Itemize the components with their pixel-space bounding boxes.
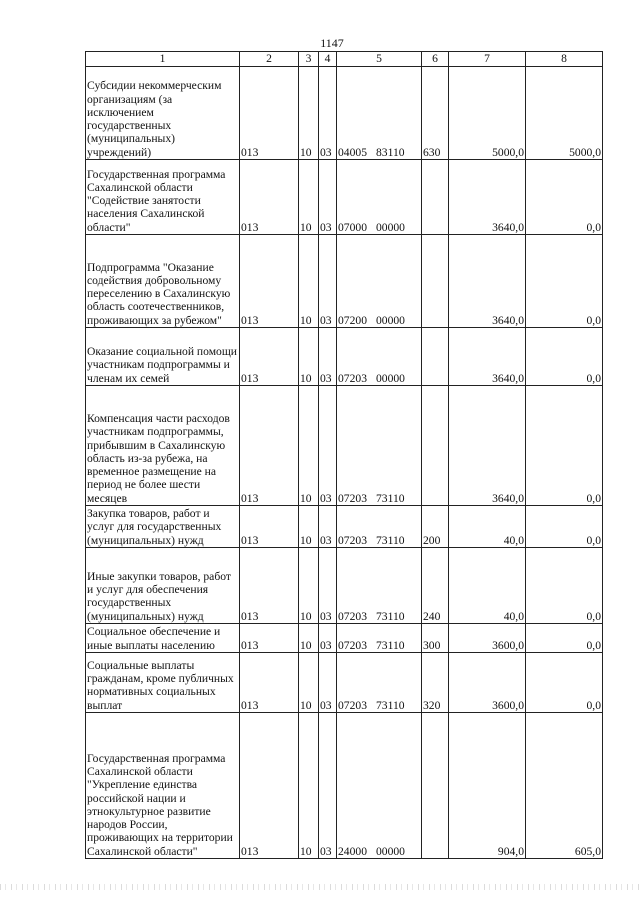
row-name: Государственная программа Сахалинской области "Содействие занятости населения Сахалинской области" xyxy=(86,160,240,235)
amount-1: 3640,0 xyxy=(449,235,526,328)
target-article-code xyxy=(337,328,422,386)
table-row xyxy=(86,328,603,386)
section-code: 10 xyxy=(299,160,319,235)
target-article-program: 07203 xyxy=(338,638,367,652)
expense-type-code: 200 xyxy=(422,506,449,548)
row-name: Социальные выплаты гражданам, кроме публичных нормативных социальных выплат xyxy=(86,653,240,713)
target-article-direction: 83110 xyxy=(375,145,405,159)
section-code: 10 xyxy=(299,235,319,328)
amount-2: 0,0 xyxy=(526,653,603,713)
table-row xyxy=(86,160,603,235)
expense-type-code xyxy=(422,386,449,506)
expense-type-code: 240 xyxy=(422,548,449,624)
ved-code: 013 xyxy=(240,328,299,386)
budget-table xyxy=(85,51,603,859)
section-code: 10 xyxy=(299,713,319,859)
table-row xyxy=(86,67,603,160)
column-header: 1 xyxy=(86,52,240,67)
target-article-program: 07203 xyxy=(338,491,367,505)
ved-code: 013 xyxy=(240,713,299,859)
target-article-direction: 73110 xyxy=(375,698,405,712)
subsection-code: 03 xyxy=(319,328,337,386)
expense-type-code: 300 xyxy=(422,624,449,653)
row-name: Государственная программа Сахалинской области "Укрепление единства российской нации и этнокультурное развитие народов России, проживающих на территории Сахалинской области" xyxy=(86,713,240,859)
column-header: 2 xyxy=(240,52,299,67)
column-header: 3 xyxy=(299,52,319,67)
section-code: 10 xyxy=(299,328,319,386)
table-row xyxy=(86,624,603,653)
ved-code: 013 xyxy=(240,67,299,160)
target-article-code xyxy=(337,67,422,160)
table-row xyxy=(86,713,603,859)
column-header: 5 xyxy=(337,52,422,67)
amount-1: 5000,0 xyxy=(449,67,526,160)
target-article-program: 07203 xyxy=(338,533,367,547)
row-name: Иные закупки товаров, работ и услуг для обеспечения государственных (муниципальных) нужд xyxy=(86,548,240,624)
table-row xyxy=(86,653,603,713)
section-code: 10 xyxy=(299,624,319,653)
ved-code: 013 xyxy=(240,235,299,328)
row-name: Субсидии некоммерческим организациям (за исключением государственных (муниципальных) учреждений) xyxy=(86,67,240,160)
subsection-code: 03 xyxy=(319,653,337,713)
target-article-program: 24000 xyxy=(338,844,367,858)
column-header-row xyxy=(86,52,603,67)
subsection-code: 03 xyxy=(319,67,337,160)
amount-1: 3640,0 xyxy=(449,386,526,506)
target-article-code xyxy=(337,653,422,713)
column-header: 8 xyxy=(526,52,603,67)
row-name: Компенсация части расходов участникам подпрограммы, прибывшим в Сахалинскую область из-за рубежа, на временное размещение на период не более шести месяцев xyxy=(86,386,240,506)
target-article-direction: 73110 xyxy=(375,609,405,623)
amount-2: 0,0 xyxy=(526,548,603,624)
section-code: 10 xyxy=(299,67,319,160)
target-article-code xyxy=(337,624,422,653)
ved-code: 013 xyxy=(240,506,299,548)
expense-type-code xyxy=(422,328,449,386)
target-article-direction: 73110 xyxy=(375,638,405,652)
target-article-direction: 00000 xyxy=(375,220,405,234)
ved-code: 013 xyxy=(240,653,299,713)
amount-2: 5000,0 xyxy=(526,67,603,160)
amount-2: 0,0 xyxy=(526,235,603,328)
amount-2: 0,0 xyxy=(526,386,603,506)
amount-1: 3640,0 xyxy=(449,160,526,235)
amount-2: 0,0 xyxy=(526,506,603,548)
subsection-code: 03 xyxy=(319,160,337,235)
target-article-program: 07203 xyxy=(338,371,367,385)
subsection-code: 03 xyxy=(319,506,337,548)
amount-1: 40,0 xyxy=(449,548,526,624)
ved-code: 013 xyxy=(240,160,299,235)
amount-2: 0,0 xyxy=(526,624,603,653)
target-article-code xyxy=(337,506,422,548)
amount-1: 3600,0 xyxy=(449,653,526,713)
ved-code: 013 xyxy=(240,548,299,624)
target-article-code xyxy=(337,386,422,506)
scan-noise xyxy=(0,884,640,890)
ved-code: 013 xyxy=(240,386,299,506)
expense-type-code xyxy=(422,713,449,859)
row-name: Оказание социальной помощи участникам подпрограммы и членам их семей xyxy=(86,328,240,386)
target-article-program: 07203 xyxy=(338,609,367,623)
section-code: 10 xyxy=(299,548,319,624)
table-row xyxy=(86,386,603,506)
subsection-code: 03 xyxy=(319,235,337,328)
expense-type-code: 320 xyxy=(422,653,449,713)
column-header: 6 xyxy=(422,52,449,67)
amount-2: 605,0 xyxy=(526,713,603,859)
target-article-direction: 73110 xyxy=(375,491,405,505)
subsection-code: 03 xyxy=(319,624,337,653)
row-name: Социальное обеспечение и иные выплаты населению xyxy=(86,624,240,653)
expense-type-code: 630 xyxy=(422,67,449,160)
target-article-direction: 00000 xyxy=(375,371,405,385)
section-code: 10 xyxy=(299,653,319,713)
subsection-code: 03 xyxy=(319,386,337,506)
target-article-code xyxy=(337,160,422,235)
amount-1: 904,0 xyxy=(449,713,526,859)
section-code: 10 xyxy=(299,386,319,506)
target-article-code xyxy=(337,548,422,624)
amount-1: 3600,0 xyxy=(449,624,526,653)
target-article-program: 07203 xyxy=(338,698,367,712)
page-number: 1147 xyxy=(320,36,344,50)
target-article-direction: 00000 xyxy=(375,313,405,327)
subsection-code: 03 xyxy=(319,713,337,859)
target-article-direction: 00000 xyxy=(375,844,405,858)
row-name: Подпрограмма "Оказание содействия добровольному переселению в Сахалинскую область соотечественников, проживающих за рубежом" xyxy=(86,235,240,328)
table-row xyxy=(86,506,603,548)
amount-1: 3640,0 xyxy=(449,328,526,386)
table-row xyxy=(86,235,603,328)
target-article-direction: 73110 xyxy=(375,533,405,547)
ved-code: 013 xyxy=(240,624,299,653)
expense-type-code xyxy=(422,160,449,235)
column-header: 4 xyxy=(319,52,337,67)
amount-2: 0,0 xyxy=(526,328,603,386)
target-article-program: 07000 xyxy=(338,220,367,234)
amount-2: 0,0 xyxy=(526,160,603,235)
target-article-code xyxy=(337,235,422,328)
table-row xyxy=(86,548,603,624)
column-header: 7 xyxy=(449,52,526,67)
target-article-program: 04005 xyxy=(338,145,367,159)
target-article-program: 07200 xyxy=(338,313,367,327)
target-article-code xyxy=(337,713,422,859)
row-name: Закупка товаров, работ и услуг для государственных (муниципальных) нужд xyxy=(86,506,240,548)
expense-type-code xyxy=(422,235,449,328)
amount-1: 40,0 xyxy=(449,506,526,548)
section-code: 10 xyxy=(299,506,319,548)
subsection-code: 03 xyxy=(319,548,337,624)
